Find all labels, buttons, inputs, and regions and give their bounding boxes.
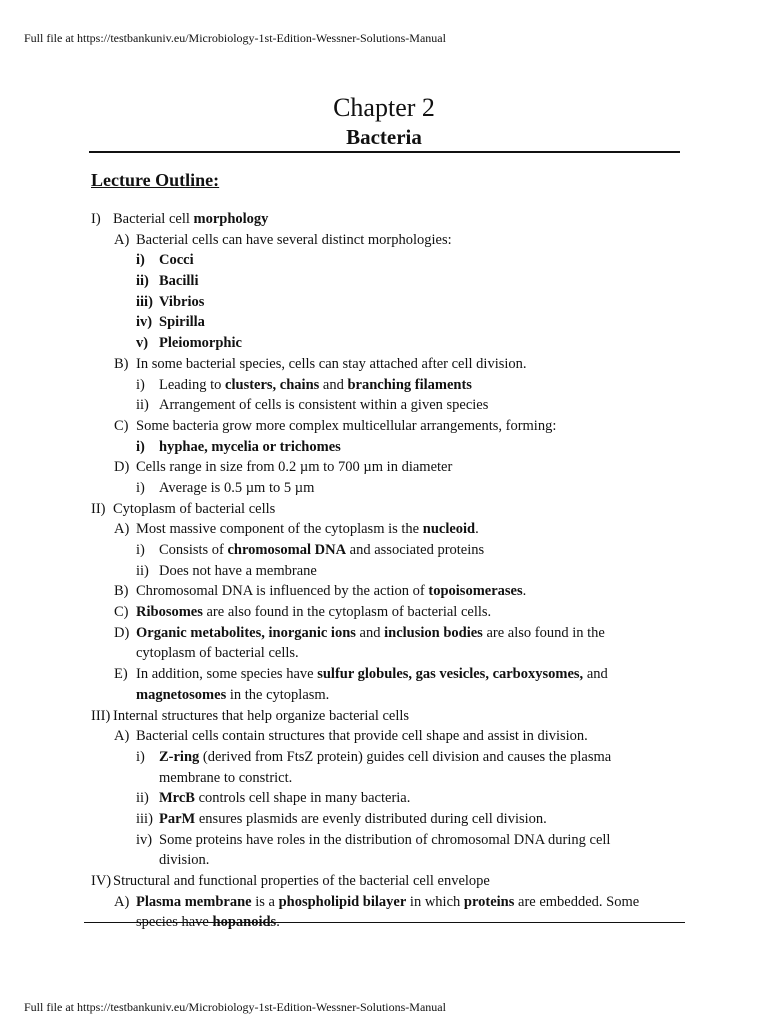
outline-item-text	[159, 271, 198, 292]
bold-term: nucleoid	[422, 521, 476, 538]
outline-item-text	[136, 664, 608, 685]
outline-item-text	[159, 292, 204, 313]
bold-term: Ribosomes	[136, 604, 203, 621]
text-run: controls cell shape in many bacteria.	[194, 790, 411, 807]
text-run: Some bacteria grow more complex multicellular arrangements, forming:	[136, 417, 557, 434]
outline-item-marker: i)	[136, 252, 145, 269]
outline-item-text	[113, 209, 268, 230]
title-divider	[89, 151, 680, 153]
outline-item-marker: ii)	[136, 790, 149, 807]
outline-item-marker: C)	[114, 604, 129, 621]
text-run: Consists of	[159, 542, 228, 558]
outline-item-marker: III)	[91, 707, 111, 724]
chapter-subtitle: Bacteria	[346, 125, 422, 149]
outline-item	[0, 540, 768, 561]
text-run: are embedded. Some	[514, 893, 640, 910]
outline-item-text	[159, 478, 314, 499]
text-run: In some bacterial species, cells can stay attached after cell division.	[136, 355, 527, 372]
text-run: .	[522, 583, 527, 600]
text-run: In addition, some species have	[136, 666, 318, 683]
outline-item-text	[136, 416, 556, 437]
outline-item	[0, 685, 768, 706]
text-run: Some proteins have roles in the distribution of chromosomal DNA during cell	[159, 831, 611, 848]
outline-item	[0, 457, 768, 478]
outline-item	[0, 375, 768, 396]
outline-item-text	[113, 706, 409, 727]
outline-item	[0, 519, 768, 540]
outline-item-text	[136, 643, 299, 664]
outline-item-marker: A)	[114, 521, 130, 538]
outline-item-marker: D)	[114, 459, 130, 476]
bold-term: hopanoids	[212, 914, 277, 931]
outline-item-text	[159, 809, 547, 830]
outline-item	[0, 643, 768, 664]
bold-term: Plasma membrane	[136, 893, 252, 910]
text-run: ensures plasmids are evenly distributed during cell division.	[195, 810, 547, 827]
outline-item	[0, 312, 768, 333]
bold-term: hyphae, mycelia	[159, 438, 259, 455]
outline-item	[0, 768, 768, 789]
outline-item-marker: IV)	[91, 873, 112, 889]
text-run: Vibrios	[159, 293, 205, 310]
outline-item	[0, 271, 768, 292]
text-run: is a	[251, 893, 279, 910]
outline-item-text	[136, 602, 491, 623]
outline-item-text	[136, 457, 452, 478]
chapter-title: Chapter 2	[333, 93, 435, 122]
outline-item-marker: A)	[114, 231, 130, 248]
outline-item-marker: iii)	[136, 293, 153, 310]
outline-item	[0, 250, 768, 271]
bold-term: inclusion bodies	[384, 624, 483, 641]
outline-item-marker: II)	[91, 500, 106, 517]
outline-item-marker: i)	[136, 479, 145, 496]
text-run: Cells range in size from 0.2 µm to 700 µm in diameter	[136, 459, 453, 476]
outline-item	[0, 892, 768, 913]
bold-term: morphology	[193, 211, 269, 227]
outline-item-marker: ii)	[136, 273, 149, 290]
outline-item-marker: B)	[114, 583, 129, 600]
text-run: Bacterial cell	[113, 211, 194, 227]
text-run: .	[475, 521, 479, 538]
outline-item	[0, 230, 768, 251]
outline-item-marker: ii)	[136, 397, 149, 414]
outline-item-marker: A)	[114, 893, 130, 910]
text-run: Cocci	[159, 252, 194, 269]
text-run: in which	[406, 893, 464, 910]
text-run: and associated proteins	[346, 542, 485, 558]
outline-item-marker: A)	[114, 728, 130, 745]
text-run: Bacilli	[159, 273, 199, 290]
text-run: membrane to constrict.	[159, 769, 293, 786]
outline-item-marker: i)	[136, 748, 145, 765]
outline-item	[0, 788, 768, 809]
section-heading-lecture-outline: Lecture Outline:	[91, 170, 220, 190]
outline-item	[0, 581, 768, 602]
bold-term: Z-ring	[159, 748, 200, 765]
outline-item-text	[159, 437, 341, 458]
outline-item	[0, 706, 768, 727]
bold-term: chromosomal DNA	[227, 542, 347, 558]
outline-item-text	[159, 333, 242, 354]
outline-item-text	[159, 250, 194, 271]
bold-term: MrcB	[159, 790, 195, 807]
outline-item-text	[159, 561, 317, 582]
page-footer-source-note	[24, 1000, 446, 1015]
outline-item	[0, 623, 768, 644]
outline-item-text	[159, 540, 484, 561]
outline-item-text	[136, 519, 479, 540]
outline-item-marker: v)	[136, 335, 149, 352]
outline-item	[0, 747, 768, 768]
outline-item-marker: i)	[136, 376, 145, 393]
outline-item-text	[136, 623, 605, 644]
outline-item-marker: E)	[114, 666, 128, 683]
bold-term: clusters, chains	[225, 376, 320, 393]
outline-item-text	[159, 375, 472, 396]
outline-item	[0, 830, 768, 851]
bold-term: proteins	[463, 893, 515, 910]
bold-term: sulfur globules, gas vesicles, carboxysomes,	[317, 666, 584, 683]
outline-item	[0, 726, 768, 747]
outline-item-marker: iv)	[136, 831, 153, 848]
bold-term: trichomes	[279, 438, 341, 455]
outline-item-marker: ii)	[136, 562, 149, 579]
bold-term: Organic metabolites, inorganic ions	[136, 624, 356, 641]
outline-item	[0, 561, 768, 582]
outline-item	[0, 809, 768, 830]
outline-item	[0, 871, 768, 892]
outline-item	[0, 333, 768, 354]
outline-item	[0, 209, 768, 230]
outline-item-marker: D)	[114, 624, 130, 641]
outline-item-text	[136, 354, 527, 375]
outline-item-text	[136, 581, 526, 602]
outline-item	[0, 437, 768, 458]
outline-item-marker: iii)	[136, 810, 153, 827]
outline-item-marker: i)	[136, 542, 145, 558]
text-run: and	[355, 624, 385, 641]
bold-term: ParM	[159, 810, 196, 827]
outline-item-text	[136, 726, 588, 747]
text-run: cytoplasm of bacterial cells.	[136, 645, 299, 662]
text-run: and	[319, 376, 348, 393]
outline-item-marker: C)	[114, 417, 129, 434]
outline-item	[0, 850, 768, 871]
bold-term: phospholipid bilayer	[278, 893, 407, 910]
outline-item	[0, 354, 768, 375]
header-source-text: Full file at https://testbankuniv.eu/Microbiology-1st-Edition-Wessner-Solutions-Manual	[24, 31, 446, 45]
text-run: Cytoplasm of bacterial cells	[113, 500, 276, 517]
bold-term: magnetosomes	[136, 686, 227, 703]
outline-item-text	[159, 850, 209, 871]
outline-item-text	[159, 312, 205, 333]
outline-item-text	[136, 892, 639, 913]
outline-item-text	[159, 768, 292, 789]
bold-term: topoisomerases	[428, 583, 523, 600]
text-run: (derived from FtsZ protein) guides cell division and causes the plasma	[199, 748, 612, 765]
outline-item	[0, 292, 768, 313]
footer-source-text: Full file at https://testbankuniv.eu/Microbiology-1st-Edition-Wessner-Solutions-Manual	[24, 1000, 446, 1014]
outline-item-text	[159, 395, 488, 416]
text-run: Arrangement of cells is consistent within a given species	[159, 397, 489, 414]
outline-item	[0, 395, 768, 416]
text-run: are also found in the cytoplasm of bacterial cells.	[202, 604, 492, 621]
outline-item	[0, 499, 768, 520]
outline-item-text	[159, 747, 611, 768]
outline-item-text	[159, 830, 610, 851]
text-run: Bacterial cells can have several distinct morphologies:	[136, 231, 452, 248]
outline-item-text	[136, 685, 329, 706]
outline-item-marker: B)	[114, 355, 129, 372]
text-run: Internal structures that help organize bacterial cells	[113, 707, 410, 724]
text-run: or	[258, 438, 280, 455]
text-run: Spirilla	[159, 314, 205, 331]
text-run: Chromosomal DNA is influenced by the action of	[136, 583, 429, 600]
text-run: are also found in the	[482, 624, 605, 641]
text-run: species have	[136, 914, 213, 931]
text-run: Does not have a membrane	[159, 562, 317, 579]
text-run: Bacterial cells contain structures that provide cell shape and assist in division.	[136, 728, 588, 745]
text-run: Pleiomorphic	[159, 335, 242, 352]
text-run: Average is 0.5 µm to 5 µm	[159, 479, 315, 496]
page-bottom-divider	[84, 922, 685, 923]
outline-item-text	[136, 230, 452, 251]
text-run: Structural and functional properties of the bacterial cell envelope	[113, 873, 490, 889]
outline-item-text	[113, 871, 490, 892]
outline-item	[0, 416, 768, 437]
text-run: .	[276, 914, 280, 931]
bold-term: branching filaments	[347, 376, 472, 393]
outline-item-marker: iv)	[136, 314, 153, 331]
outline-item-marker: i)	[136, 438, 145, 455]
outline-item	[0, 602, 768, 623]
text-run: in the cytoplasm.	[226, 686, 330, 703]
lecture-outline-list	[0, 209, 768, 931]
text-run: Leading to	[159, 376, 226, 393]
outline-item-text	[159, 788, 410, 809]
text-run: and	[583, 666, 608, 683]
text-run: Most massive component of the cytoplasm is the	[136, 521, 423, 538]
outline-item	[0, 664, 768, 685]
page-header-source-note	[24, 31, 446, 46]
text-run: division.	[159, 852, 210, 869]
outline-item	[0, 478, 768, 499]
outline-item-marker: I)	[91, 211, 101, 227]
outline-item-text	[113, 499, 275, 520]
